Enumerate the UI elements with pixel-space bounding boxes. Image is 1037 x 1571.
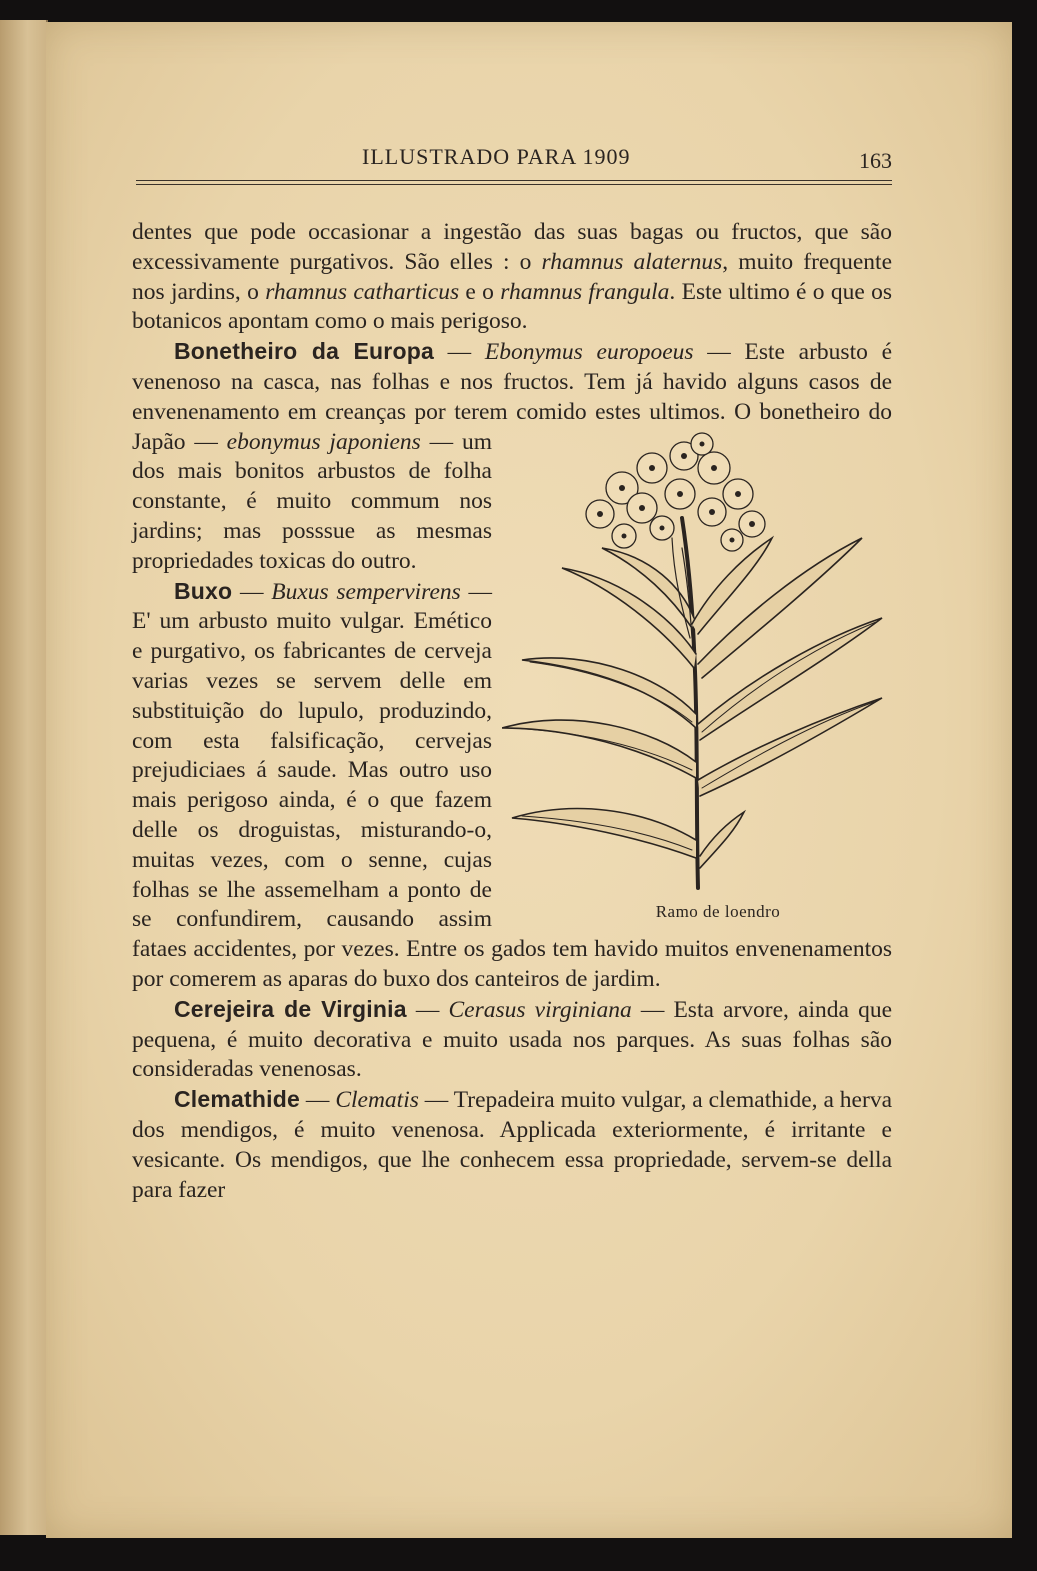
scientific-name: Cerasus virginiana — [448, 996, 632, 1023]
running-header — [136, 144, 892, 180]
previous-page-edge — [0, 20, 48, 1535]
oleander-branch-illustration — [502, 428, 892, 908]
scientific-name: Ebonymus europoeus — [484, 339, 694, 366]
scientific-name: Buxus sempervirens — [271, 578, 461, 605]
paragraph-buxo: Buxo — Buxus sempervirens — E' um arbusto muito vulgar. Emético e purgativo, os fabricantes de cerveja varias vezes se servem delle em substituição do lupulo, produzindo, com esta falsificação, cervejas prejudiciaes á saude. Mas outro uso mais perigoso ainda, é o que fazem delle os droguistas, misturando-o, muitas vezes, com o senne, cujas folhas se lhe assemelham a ponto de se confundirem, causando assim fataes accidentes, por vezes. Entre os gados tem havido muitos envenenamentos por comerem as aparas do buxo dos canteiros de jardim. — [132, 577, 892, 992]
scientific-name: ebonymus japoniens — [226, 428, 421, 455]
page-number: 163 — [859, 148, 892, 173]
paragraph-cerejeira: Cerejeira de Virginia — Cerasus virginiana — Esta arvore, ainda que pequena, é muito decorativa e muito usada nos parques. As suas folhas são consideradas venenosas. — [132, 995, 893, 1083]
header-rule-top — [136, 180, 892, 181]
paragraph-bonetheiro: Bonetheiro da Europa — Ebonymus europoeus — Este arbusto é venenoso na casca, nas folhas e nos fructos. Tem já havido alguns casos de envenenamento em creanças por terem comido estes ultimos. O bonetheiro do Japão — Ramo de loendro ebonymus japoniens — um dos mais bonitos arbustos de folha constante, é muito commum nos jardins; mas posssue as mesmas propriedades toxicas do outro. — [132, 337, 892, 576]
body-text — [132, 218, 892, 1205]
scientific-name: rhamnus alaternus — [541, 248, 723, 275]
figure-oleander — [502, 428, 892, 931]
book-page — [46, 22, 1012, 1538]
paragraph-rhamnus: dentes que pode occasionar a ingestão das suas bagas ou fructos, que são excessivamente purgativos. São elles : o rhamnus alaternus, muito frequente nos jardins, o rhamnus catharticus e o rhamnus frangula. Este ultimo é o que os botanicos apontam como o mais perigoso. — [132, 219, 893, 335]
entry-heading: Cerejeira de Virginia — [174, 995, 407, 1022]
scientific-name: Clematis — [335, 1087, 419, 1114]
header-title: ILLUSTRADO PARA 1909 — [362, 144, 631, 169]
scientific-name: rhamnus frangula — [500, 278, 670, 305]
figure-caption: Ramo de loendro — [655, 901, 781, 921]
scientific-name: rhamnus catharticus — [265, 278, 460, 305]
entry-heading: Bonetheiro da Europa — [174, 338, 434, 365]
header-rule-bottom — [136, 184, 892, 185]
entry-heading: Clemathide — [174, 1086, 300, 1113]
paragraph-clemathide: Clemathide — Clematis — Trepadeira muito vulgar, a clemathide, a herva dos mendigos, é muito venenosa. Applicada exteriormente, é irritante e vesicante. Os mendigos, que lhe conhecem essa propriedade, servem-se della para fazer — [132, 1086, 892, 1203]
entry-heading: Buxo — [174, 577, 233, 604]
